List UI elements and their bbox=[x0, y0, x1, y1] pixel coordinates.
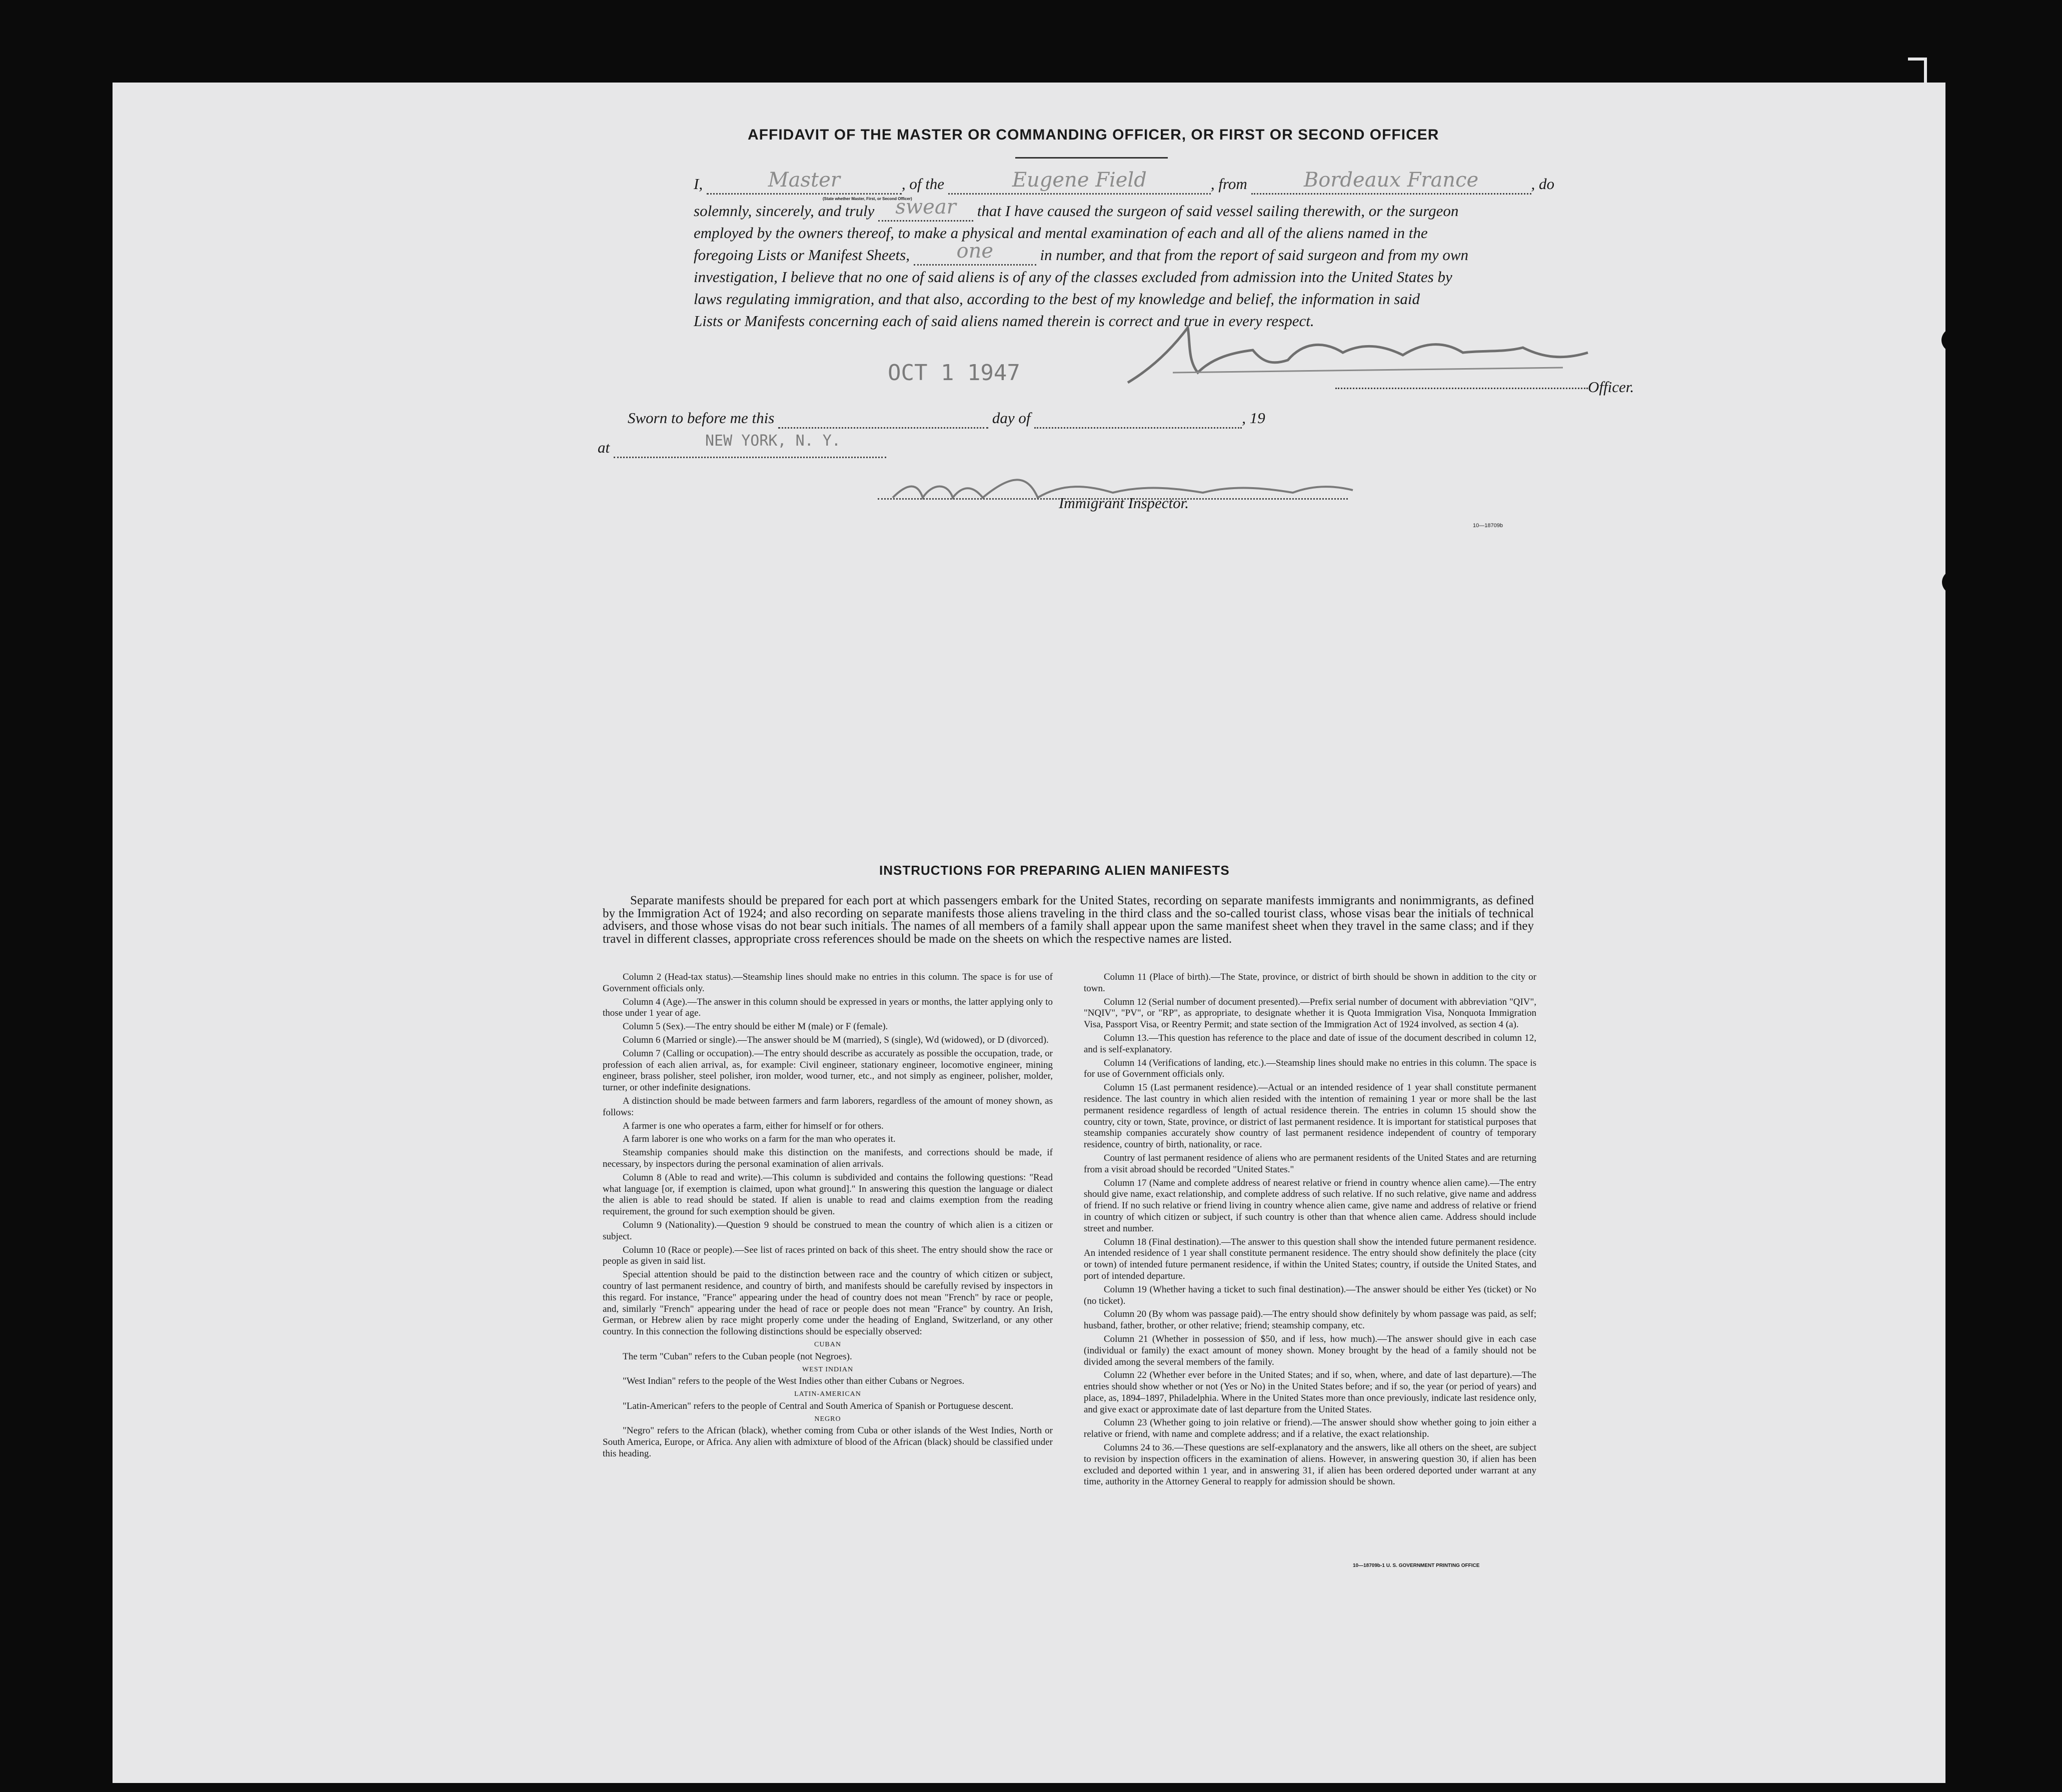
officer-signature-line bbox=[1335, 388, 1588, 389]
punch-hole bbox=[1953, 583, 1986, 610]
port-field bbox=[1251, 169, 1531, 195]
frame-corner-mark bbox=[1908, 58, 1927, 90]
instructions-title: INSTRUCTIONS FOR PREPARING ALIEN MANIFESTS bbox=[879, 863, 1230, 878]
instruction-paragraph: A farmer is one who operates a farm, either for himself or for others. bbox=[623, 1120, 884, 1131]
section-heading-cuban: CUBAN bbox=[814, 1340, 841, 1348]
affidavit-text: , do bbox=[1531, 175, 1554, 193]
affidavit-line-3: employed by the owners thereof, to make a physical and mental examination of each and all of the aliens named in the bbox=[694, 224, 1428, 242]
count-handwriting: one bbox=[956, 240, 993, 263]
affidavit-text: in number, and that from the report of said surgeon and from my own bbox=[1040, 246, 1469, 264]
printing-office-footer: 10—18709b-1 U. S. GOVERNMENT PRINTING OFFICE bbox=[1353, 1563, 1480, 1568]
instruction-paragraph: "Latin-American" refers to the people of Central and South America of Spanish or Portuguese descent. bbox=[623, 1400, 1014, 1411]
instruction-paragraph: Column 21 (Whether in possession of $50, and if less, how much).—The answer should give in each case (individual or family) the exact amount of money shown. Money brought by the head of a family should not be divided among the several members of the family. bbox=[1084, 1333, 1536, 1367]
form-number: 10—18709b bbox=[1473, 523, 1503, 529]
instruction-paragraph: Column 8 (Able to read and write).—This column is subdivided and contains the following questions: "Read what language [or, if exemption is claimed, upon what ground]." In answering this question the language or dialect the alien is able to read should be stated. If alien is unable to read and claims exemption from the reading requirement, the ground for such exemption should be given. bbox=[603, 1172, 1053, 1217]
affidavit-text: that I have caused the surgeon of said vessel sailing therewith, or the surgeon bbox=[977, 202, 1459, 220]
sworn-line bbox=[628, 409, 1265, 429]
section-heading-latin-american: LATIN-AMERICAN bbox=[794, 1390, 861, 1398]
instruction-paragraph: Column 12 (Serial number of document presented).—Prefix serial number of document with abbreviation "QIV", "NQIV", "PV", or "RP", as appropriate, to designate whether it is Quota Immigration Visa, Nonquota Immigration Visa, Passport Visa, or Reentry Permit; and state section of the Immigration Act of 1924 involved, as section 4 (a). bbox=[1084, 996, 1536, 1030]
instruction-paragraph: Column 19 (Whether having a ticket to such final destination).—The answer should be either Yes (ticket) or No (no ticket). bbox=[1084, 1284, 1536, 1306]
oath-field bbox=[878, 196, 973, 222]
instruction-paragraph: Column 11 (Place of birth).—The State, province, or district of birth should be shown in addition to the city or town. bbox=[1084, 972, 1536, 994]
instruction-paragraph: Country of last permanent residence of aliens who are permanent residents of the United States and are returning from a visit abroad should be recorded "United States." bbox=[1084, 1152, 1536, 1175]
affidavit-text: at bbox=[598, 439, 610, 456]
instruction-paragraph: Steamship companies should make this distinction on the manifests, and corrections should be made, if necessary, by inspectors during the personal examination of alien arrivals. bbox=[603, 1147, 1053, 1169]
instruction-paragraph: Column 17 (Name and complete address of nearest relative or friend in country whence alien came).—The entry should give name, exact relationship, and complete address of such relative. If no such relative, give name and address of friend. If no such relative or friend living in country whence alien came, give name and address of relative or friend in country of which citizen or subject, if such country is other than that whence alien came. Address should include street and number. bbox=[1084, 1177, 1536, 1234]
instruction-paragraph: Column 6 (Married or single).—The answer should be M (married), S (single), Wd (widowed), or D (divorced). bbox=[623, 1034, 1049, 1045]
count-field bbox=[914, 240, 1036, 266]
affidavit-title: AFFIDAVIT OF THE MASTER OR COMMANDING OFFICER, OR FIRST OR SECOND OFFICER bbox=[748, 127, 1439, 143]
instruction-paragraph: Column 20 (By whom was passage paid).—The entry should show definitely by whom passage was paid, as self; husband, father, brother, or other relative; friend; steamship company, etc. bbox=[1084, 1309, 1536, 1331]
affidavit-text: , of the bbox=[901, 175, 945, 193]
date-stamp: OCT 1 1947 bbox=[888, 360, 1020, 386]
instruction-paragraph: Column 22 (Whether ever before in the United States; and if so, when, where, and date of last departure).—The entries should show whether or not (Yes or No) in the United States before; and if so, the year (or period of years) and place, as, 1894–1897, Philadelphia. Where in the United States more than once previously, indicate last residence only, and give exact or approximate date of last departure from the United States. bbox=[1084, 1370, 1536, 1415]
instruction-paragraph: Columns 24 to 36.—These questions are self-explanatory and the answers, like all others on the sheet, are subject to revision by inspection officers in the examination of aliens. However, in answering question 30, if alien has been excluded and deported within 1 year, and in answering 31, if alien has been ordered deported under warrant at any time, authority in the Attorney General to reapply for admission should be shown. bbox=[1084, 1442, 1536, 1487]
affidavit-line-4 bbox=[694, 240, 1469, 266]
instruction-paragraph: Column 23 (Whether going to join relative or friend).—The answer should show whether going to join either a relative or friend, with name and complete address; and if a relative, the exact relationship. bbox=[1084, 1417, 1536, 1440]
affidavit-line-6: laws regulating immigration, and that also, according to the best of my knowledge and belief, the information in said bbox=[694, 290, 1420, 308]
instruction-paragraph: Special attention should be paid to the distinction between race and the country of which citizen or subject, country of last permanent residence, and country of birth, and manifests should be carefully revised by inspectors in this regard. For instance, "France" appearing under the head of country does not mean "French" by race or people, and, similarly "French" appearing under the head of race or people does not mean "France" by country. An Irish, German, or Hebrew alien by race might properly come under the heading of England, Switzerland, or any other country. In this connection the following distinctions should be especially observed: bbox=[603, 1269, 1053, 1337]
instruction-paragraph: Column 2 (Head-tax status).—Steamship lines should make no entries in this column. The space is for use of Government officials only. bbox=[603, 972, 1053, 994]
place-stamp: NEW YORK, N. Y. bbox=[705, 432, 841, 450]
affidavit-text: foregoing Lists or Manifest Sheets, bbox=[694, 246, 910, 264]
instructions-intro: Separate manifests should be prepared for each port at which passengers embark for the United States, recording on separate manifests immigrants and nonimmigrants, as defined by the Immigration Act of 1924; and also recording on separate manifests those aliens traveling in the third class and the so-called tourist class, whose visas bear the initials of technical advisers, and those whose visas do not bear such initials. The names of all members of a family shall appear upon the same manifest sheet when they travel in the same class; and if they travel in different classes, appropriate cross references should be made on the sheets on which the respective names are listed. bbox=[603, 894, 1534, 946]
oath-handwriting: swear bbox=[895, 196, 956, 219]
sworn-month-field bbox=[1034, 409, 1242, 429]
affidavit-text: , from bbox=[1210, 175, 1247, 193]
punch-hole bbox=[1948, 1153, 1981, 1180]
instruction-paragraph: "West Indian" refers to the people of the West Indies other than either Cubans or Negroes. bbox=[623, 1376, 965, 1387]
film-edge-right bbox=[1945, 63, 1998, 1783]
port-handwriting: Bordeaux France bbox=[1303, 169, 1479, 192]
section-heading-west-indian: WEST INDIAN bbox=[802, 1365, 854, 1373]
instruction-paragraph: Column 10 (Race or people).—See list of races printed on back of this sheet. The entry should show the race or people as given in said list. bbox=[603, 1244, 1053, 1267]
punch-hole bbox=[1945, 253, 1978, 280]
affidavit-text: solemnly, sincerely, and truly bbox=[694, 202, 875, 220]
sworn-day-field bbox=[778, 409, 988, 429]
rank-handwriting: Master bbox=[768, 169, 840, 192]
instruction-paragraph: Column 5 (Sex).—The entry should be either M (male) or F (female). bbox=[623, 1021, 888, 1032]
instruction-paragraph: Column 15 (Last permanent residence).—Actual or an intended residence of 1 year shall constitute permanent residence. The last country in which alien resided with the intention of remaining 1 year or more shall be the last permanent residence regardless of length of actual residence therein. The entries in column 15 should show the country, city or town, State, province, or district of last permanent residence. It is important for statistical purposes that steamship companies accurately show country of last permanent residence independent of country of temporary residence, country of birth, nationality, or race. bbox=[1084, 1082, 1536, 1150]
instruction-paragraph: Column 13.—This question has reference to the place and date of issue of the document described in column 12, and is self-explanatory. bbox=[1084, 1032, 1536, 1055]
instruction-paragraph: A farm laborer is one who works on a farm for the man who operates it. bbox=[623, 1134, 896, 1145]
instruction-paragraph: "Negro" refers to the African (black), whether coming from Cuba or other islands of the West Indies, North or South America, Europe, or Africa. Any alien with admixture of blood of the African (black) should be classified under this heading. bbox=[603, 1425, 1053, 1459]
punch-hole bbox=[1955, 1467, 1988, 1494]
officer-signature bbox=[1113, 313, 1638, 398]
section-heading-negro: NEGRO bbox=[814, 1415, 841, 1423]
affidavit-line-1 bbox=[694, 169, 1554, 195]
instruction-paragraph: A distinction should be made between farmers and farm laborers, regardless of the amount of money shown, as follows: bbox=[603, 1095, 1053, 1118]
affidavit-text: I, bbox=[694, 175, 703, 193]
instruction-paragraph: Column 9 (Nationality).—Question 9 should be construed to mean the country of which alien is a citizen or subject. bbox=[603, 1219, 1053, 1242]
vessel-handwriting: Eugene Field bbox=[1012, 169, 1147, 192]
affidavit-text: , 19 bbox=[1242, 409, 1265, 427]
punch-hole bbox=[1948, 1080, 1981, 1107]
affidavit-text: day of bbox=[992, 409, 1031, 427]
officer-label: Officer. bbox=[1588, 378, 1634, 396]
instructions-left-column bbox=[603, 972, 1053, 1462]
rank-field bbox=[707, 169, 902, 195]
title-rule bbox=[1015, 157, 1168, 159]
rank-note: (State whether Master, First, or Second Officer) bbox=[823, 197, 912, 201]
instructions-right-column bbox=[1084, 972, 1536, 1490]
affidavit-line-7: Lists or Manifests concerning each of said aliens named therein is correct and true in every respect. bbox=[694, 312, 1314, 330]
instruction-paragraph: Column 14 (Verifications of landing, etc.).—Steamship lines should make no entries in this column. The space is for use of Government officials only. bbox=[1084, 1057, 1536, 1080]
instruction-paragraph: The term "Cuban" refers to the Cuban people (not Negroes). bbox=[623, 1351, 852, 1362]
document-page bbox=[113, 63, 1998, 1783]
vessel-field bbox=[948, 169, 1211, 195]
instruction-paragraph: Column 4 (Age).—The answer in this column should be expressed in years or months, the latter applying only to those under 1 year of age. bbox=[603, 996, 1053, 1019]
affidavit-text: Sworn to before me this bbox=[628, 409, 775, 427]
film-edge-top bbox=[113, 63, 1998, 83]
instruction-paragraph: Column 7 (Calling or occupation).—The entry should describe as accurately as possible the occupation, trade, or profession of each alien arrival, as, for example: Civil engineer, stationary engineer, locomotive engineer, mining engineer, brass polisher, steel polisher, iron molder, wood turner, etc., and not simply as engineer, polisher, molder, turner, or other indefinite designations. bbox=[603, 1048, 1053, 1093]
affidavit-line-5: investigation, I believe that no one of said aliens is of any of the classes excluded from admission into the United States by bbox=[694, 268, 1452, 286]
punch-hole bbox=[1953, 644, 1986, 671]
instruction-paragraph: Column 18 (Final destination).—The answer to this question shall show the intended future permanent residence. An intended residence of 1 year shall constitute permanent residence. The entry should show definitely the place (city or town) of intended future permanent residence, if within the United States; country, if outside the United States, and port of intended departure. bbox=[1084, 1236, 1536, 1281]
punch-hole bbox=[1941, 327, 1974, 354]
inspector-label: Immigrant Inspector. bbox=[1059, 494, 1189, 512]
